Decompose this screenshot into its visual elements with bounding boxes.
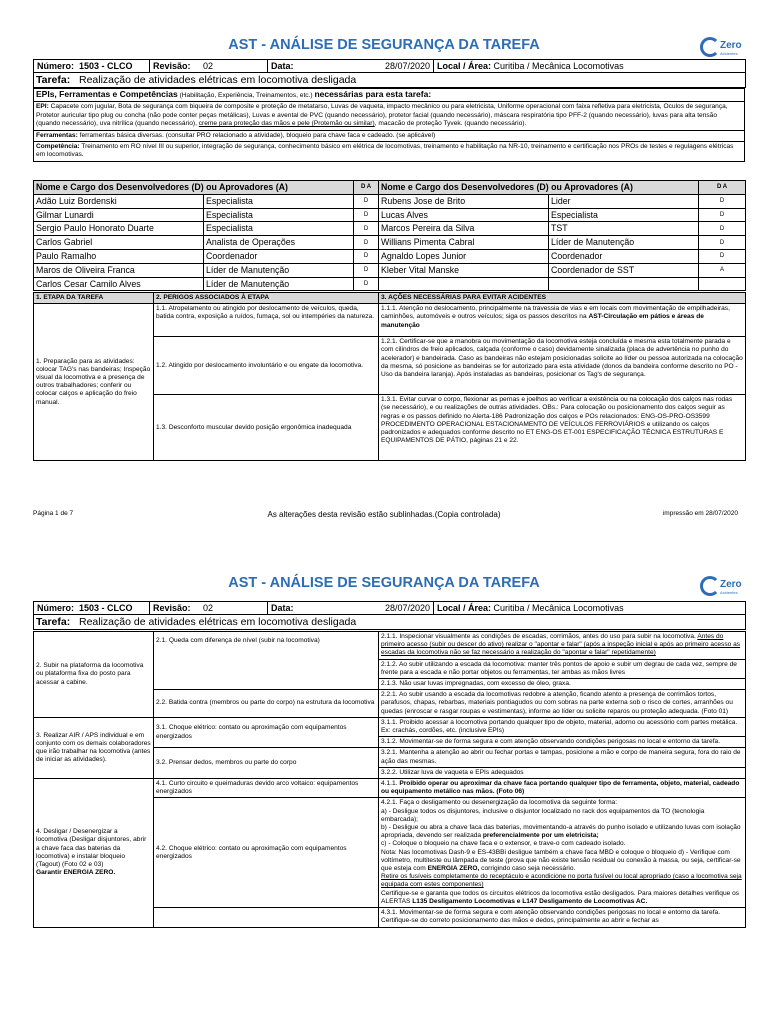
logo-text: Zero — [720, 579, 742, 590]
step-1: 1. Preparação para as atividades: colocar TAG's nas bandeiras; Inspeção visual da locomotiva e a presença de outros trabalhadores; conferir ou colocar calços e aplicação do freio manual. — [34, 304, 154, 461]
member-name: Willians Pimenta Cabral — [379, 236, 549, 250]
col-perigos-header: 2. PERIGOS ASSOCIADOS À ETAPA — [154, 293, 379, 304]
member-name: Sergio Paulo Honorato Duarte — [34, 222, 204, 236]
member-da: D — [354, 277, 379, 291]
member-name: Kleber Vital Manske — [379, 263, 549, 277]
numero-cell: Número: 1503 - CLCO — [34, 602, 150, 615]
document-title: AST - ANÁLISE DE SEGURANÇA DA TAREFA — [228, 37, 540, 53]
logo-ring-icon — [700, 37, 720, 57]
action-4-2-1: 4.2.1. Faça o desligamento ou desenergização da locomotiva da seguinte forma: a) - Desligue todos os disjuntores, inclusive o disjuntor localizado no rack dos equipamentos da TO (tecnologia embarcada); b) - Desligue ou abra a chave faca das baterias, movimentando-a através do punho isolado e utilizando luvas com isolação apropriada, devendo ser realizada preferencialmente por um eletricista; c) - Coloque o bloqueio na chave faca e o extensor, e trave-o com cadeado isolado. Nota: Nas locomotivas Dash-9 e ES-43BBi desligue também a chave faca MBD e coloque o bloqueio d) - Verifique com voltímetro, multiteste ou lâmpada de teste (prova que não existe tensão residual ou conexão à massa, ou seja, certificar-se que esteja com ENERGIA ZERO, corrigindo caso seja necessário. Retire os fusíveis completamente do receptáculo e acondicione no porta fusível ou local apropriado (caso a locomotiva seja equipada com estes componentes) Certifique-se e garanta que todos os circuitos elétricos da locomotiva estão desligados. Para maiores detalhes verifique os ALERTAS L135 Desligamento Locomotivas e L147 Desligamento de Locomotivas AC. — [379, 798, 746, 908]
team-table — [33, 180, 746, 291]
member-role: Coordenador — [204, 249, 354, 263]
action-3-1-2: 3.1.2. Movimentar-se de forma segura e com atenção observando condições perigosas no local e entorno da tarefa. — [379, 737, 746, 748]
member-name: Maros de Oliveira Franca — [34, 263, 204, 277]
member-role: Especialista — [204, 194, 354, 208]
member-role: Especialista — [204, 222, 354, 236]
zero-acidentes-logo — [700, 575, 744, 597]
epi-heading: EPIs, Ferramentas e Competências (Habilitação, Experiência, Treinamentos, etc.) necessárias para esta tarefa: — [34, 89, 745, 102]
member-da: D — [699, 208, 746, 222]
step-4: 4. Desligar / Desenergizar a locomotiva (Desligar disjuntores, abrir a chave faca das baterias da locomotiva) e instalar bloqueio (Tagout) (Foto 02 e 03) Garantir ENERGIA ZERO. — [34, 779, 154, 927]
member-name: Marcos Pereira da Silva — [379, 222, 549, 236]
team-row — [34, 208, 746, 222]
numero-cell: Número: 1503 - CLCO — [34, 60, 150, 73]
action-4-3-1: 4.3.1. Movimentar-se de forma segura e com atenção observando condições perigosas no local e entorno da tarefa. Certifique-se do correto posicionamento das mãos e dedos, principalmente ao abrir e fechar as — [379, 908, 746, 927]
da-header-left: D A — [354, 181, 379, 195]
member-da: D — [699, 236, 746, 250]
action-3-2-1: 3.2.1. Mantenha a atenção ao abrir ou fechar portas e tampas, posicione a mão e corpo de maneira segura, fora do raio de ação das mesmas. — [379, 748, 746, 767]
action-2-1-1: 2.1.1. Inspecionar visualmente as condições de escadas, corrimãos, antes do uso para subir na locomotiva. Antes do primeiro acesso (subir ou descer do ativo) realizar o "apontar e falar" (após a inspeção inicial e após ao primeiro acesso as escadas da locomotiva não se faz necessário a realização do "apontar e falar" repetidamente) — [379, 632, 746, 660]
hazard-3-1: 3.1. Choque elétrico: contato ou aproximação com equipamentos energizados — [154, 717, 379, 748]
member-name: Paulo Ramalho — [34, 249, 204, 263]
member-name — [379, 277, 549, 291]
tarefa-cell: Tarefa: Realização de atividades elétricas em locomotiva desligada — [34, 615, 746, 630]
revisao-cell: Revisão: 02 — [150, 60, 268, 73]
footer-note: As alterações desta revisão estão sublinhadas.(Copia controlada) — [267, 510, 501, 519]
member-role — [549, 277, 699, 291]
tarefa-cell: Tarefa: Realização de atividades elétricas em locomotiva desligada — [34, 73, 746, 88]
logo-text: Zero — [720, 40, 742, 51]
data-cell: Data: 28/07/2020 — [268, 602, 434, 615]
epi-table — [33, 88, 745, 162]
action-2-2-1: 2.2.1. Ao subir usando a escada da locomotivas redobre a atenção, ficando atento a presença de corrimãos tortos, parafusos, chapas, rebarbas, materiais pontiagudos ou com sobras na parte externa sob o risco de cortes, arranhões ou quedas (enroscar e rasgar roupas e vestimentas), informe ao líder ou solicite reparos ou proteção adequada. (Foto 01) — [379, 690, 746, 718]
member-da: D — [699, 222, 746, 236]
logo-subtext: Acidentes — [720, 51, 738, 56]
member-da: D — [699, 194, 746, 208]
hazard-3-2: 3.2. Prensar dedos, membros ou parte do corpo — [154, 748, 379, 779]
action-1-3-1: 1.3.1. Evitar curvar o corpo, flexionar as pernas e joelhos ao verificar a existência ou na colocação dos calços nas rodas (se necessário), e ou realizações de outras atividades. OBs.: Para colocação ou posicionamento dos calços seguir as regras e os passos definido no Alerta-186 Padronização dos calços e POs relacionados: ENG-OS-PRO-OS3599 PROCEDIMENTO OPERACIONAL ESTACIONAMENTO DE VEÍCULOS FERROVIÁRIOS e utilizando os calços padronizados e adequados conforme descrito no ET ENG-OS ET-001 ESPECIFICAÇÃO TÉCNICA ESTRUTURAS E EQUIPAMENTOS DE PÁTIO, páginas 21 e 22. — [379, 395, 746, 461]
member-role: Coordenador — [549, 249, 699, 263]
hazard-4-3 — [154, 908, 379, 927]
hazard-2-2: 2.2. Batida contra (membros ou parte do corpo) na estrutura da locomotiva — [154, 690, 379, 718]
member-role: Líder de Manutenção — [204, 263, 354, 277]
step-2: 2. Subir na plataforma da locomotiva ou plataforma fixa do posto para acessar a cabine. — [34, 632, 154, 718]
team-row — [34, 222, 746, 236]
action-3-1-1: 3.1.1. Proibido acessar a locomotiva portando qualquer tipo de objeto, material, adorno ou acessório com partes metálica. Ex: crachás, cordões, etc. (inclusive EPIs) — [379, 717, 746, 736]
member-role: Especialista — [204, 208, 354, 222]
header-table — [33, 59, 746, 88]
action-2-1-3: 2.1.3. Não usar luvas impregnadas, com excesso de óleo, graxa. — [379, 679, 746, 690]
member-da: D — [354, 236, 379, 250]
member-da: D — [354, 222, 379, 236]
team-row — [34, 194, 746, 208]
team-row — [34, 263, 746, 277]
local-cell: Local / Área: Curitiba / Mecânica Locomotivas — [434, 60, 746, 73]
hazard-1-2: 1.2. Atingido por deslocamento involuntário e ou engate da locomotiva. — [154, 337, 379, 395]
action-2-1-2: 2.1.2. Ao subir utilizando a escada da locomotiva: manter três pontos de apoio e subir um degrau de cada vez, sempre de frente para a escada e não portar objetos ou ferramentas, ter ambas as mãos livres — [379, 659, 746, 678]
member-da: D — [354, 263, 379, 277]
team-header-right: Nome e Cargo dos Desenvolvedores (D) ou Aprovadores (A) — [379, 181, 699, 195]
hazard-2-1: 2.1. Queda com diferença de nível (subir na locomotiva) — [154, 632, 379, 690]
member-name: Carlos Gabriel — [34, 236, 204, 250]
team-header-left: Nome e Cargo dos Desenvolvedores (D) ou Aprovadores (A) — [34, 181, 354, 195]
action-3-2-2: 3.2.2. Utilizar luva de vaqueta e EPIs adequados — [379, 767, 746, 778]
member-da: D — [354, 249, 379, 263]
steps-table-p1 — [33, 292, 746, 461]
epi-list: EPI: Capacete com jugular, Bota de segurança com biqueira de composite e proteção de metatarso, Luvas de vaqueta, impacto mecânico ou para eletricista, Uniforme operacional com faixa refletiva para eletricista, Oculos de segurança, Protetor auricular tipo plug ou concha (não pode conter peças metálicas), Luvas e avental de PVC (quando necessário), protetor facial (quando necessário), máscara respiratória tipo PFF-2 (quando necessário), luvas para alta tensão (quando necessário), uva nitrílica (quando necessário), creme para proteção das mãos e pele (Protemão ou similar), macacão de proteção Tyvek. (quando necessário). — [34, 102, 745, 130]
ferramentas-list: Ferramentas: ferramentas básica diversas. (consultar PRO relacionado a atividade), bloqueio para chave faca e cadeado. (se aplicável) — [34, 130, 745, 141]
print-date: impressão em 28/07/2020 — [662, 510, 738, 517]
member-role: Especialista — [549, 208, 699, 222]
member-name: Rubens Jose de Brito — [379, 194, 549, 208]
revisao-cell: Revisão: 02 — [150, 602, 268, 615]
logo-ring-icon — [700, 576, 720, 596]
local-cell: Local / Área: Curitiba / Mecânica Locomotivas — [434, 602, 746, 615]
member-role: Lider — [549, 194, 699, 208]
member-name: Carlos Cesar Camilo Alves — [34, 277, 204, 291]
header-table — [33, 601, 746, 630]
member-role: Líder de Manutenção — [204, 277, 354, 291]
member-da — [699, 277, 746, 291]
hazard-4-1: 4.1. Curto circuito e queimaduras devido arco voltaico: equipamentos energizados — [154, 779, 379, 798]
member-role: TST — [549, 222, 699, 236]
team-row — [34, 249, 746, 263]
data-cell: Data: 28/07/2020 — [268, 60, 434, 73]
step-3: 3. Realizar AIR / APS individual e em conjunto com os demais colaboradores que irão trabalhar na locomotiva (antes de iniciar as atividades). — [34, 717, 154, 778]
member-name: Agnaldo Lopes Junior — [379, 249, 549, 263]
member-name: Lucas Alves — [379, 208, 549, 222]
col-acoes-header: 3. AÇÕES NECESSÁRIAS PARA EVITAR ACIDENTES — [379, 293, 746, 304]
hazard-1-3: 1.3. Desconforto muscular devido posição ergonômica inadequada — [154, 395, 379, 461]
steps-table-p2 — [33, 631, 746, 928]
member-role: Líder de Manutenção — [549, 236, 699, 250]
da-header-right: D A — [699, 181, 746, 195]
member-name: Gilmar Lunardi — [34, 208, 204, 222]
member-da: D — [354, 208, 379, 222]
page-number: Página 1 de 7 — [33, 510, 74, 517]
competencia-list: Competência: Treinamento em RO nível III ou superior, integração de segurança, conhecimento básico em elétrica de locomotivas, treinamento e habilitação na NR-10, treinamento e certificação nos PROs de testes e regulagens elétricas em locomotivas. — [34, 142, 745, 162]
col-etapa-header: 1. ETAPA DA TAREFA — [34, 293, 154, 304]
team-row — [34, 277, 746, 291]
action-1-1-1: 1.1.1. Atenção no deslocamento, principalmente na travessia de vias e em locais com movimentação de empilhadeiras, caminhões, automóveis e outros veículos; siga os passos descritos na AST-Circulação em pátios e áreas de manutenção — [379, 304, 746, 337]
member-da: D — [354, 194, 379, 208]
page-2 — [0, 565, 768, 1024]
team-row — [34, 236, 746, 250]
member-role: Analista de Operações — [204, 236, 354, 250]
member-role: Coordenador de SST — [549, 263, 699, 277]
action-1-2-1: 1.2.1. Certificar-se que a manobra ou movimentação da locomotiva esteja concluída e mesma esta totalmente parada e com cilindros de freio aplicados, calçada (conforme o caso) devidamente sinalizada (placa de advertência no punho do acelerador) e bandeirada. Caso as bandeiras não estejam posicionadas solicite ao líder ou pessoa autorizada na colocação da mesma, só posicione as bandeiras se for autorizado para esta atividade (donos da bandeira conforme descrito no PO - Uso da bandeira laranja). Após instaladas as bandeiras, posicionar os Tag's de segurança. — [379, 337, 746, 395]
member-da: A — [699, 263, 746, 277]
member-da: D — [699, 249, 746, 263]
hazard-4-2: 4.2. Choque elétrico: contato ou aproximação com equipamentos energizados — [154, 798, 379, 908]
action-4-1-1: 4.1.1. Proibido operar ou aproximar da chave faca portando qualquer tipo de ferramenta, objeto, material, cadeado ou equipamento metálico nas mãos. (Foto 06) — [379, 779, 746, 798]
logo-subtext: Acidentes — [720, 590, 738, 595]
member-name: Adão Luiz Bordenski — [34, 194, 204, 208]
hazard-1-1: 1.1. Atropelamento ou atingido por deslocamento de veículos, queda, batida contra, exposição a ruídos, fumaça, sol ou intempéries da natureza. — [154, 304, 379, 337]
zero-acidentes-logo — [700, 36, 744, 58]
document-title: AST - ANÁLISE DE SEGURANÇA DA TAREFA — [228, 575, 540, 591]
